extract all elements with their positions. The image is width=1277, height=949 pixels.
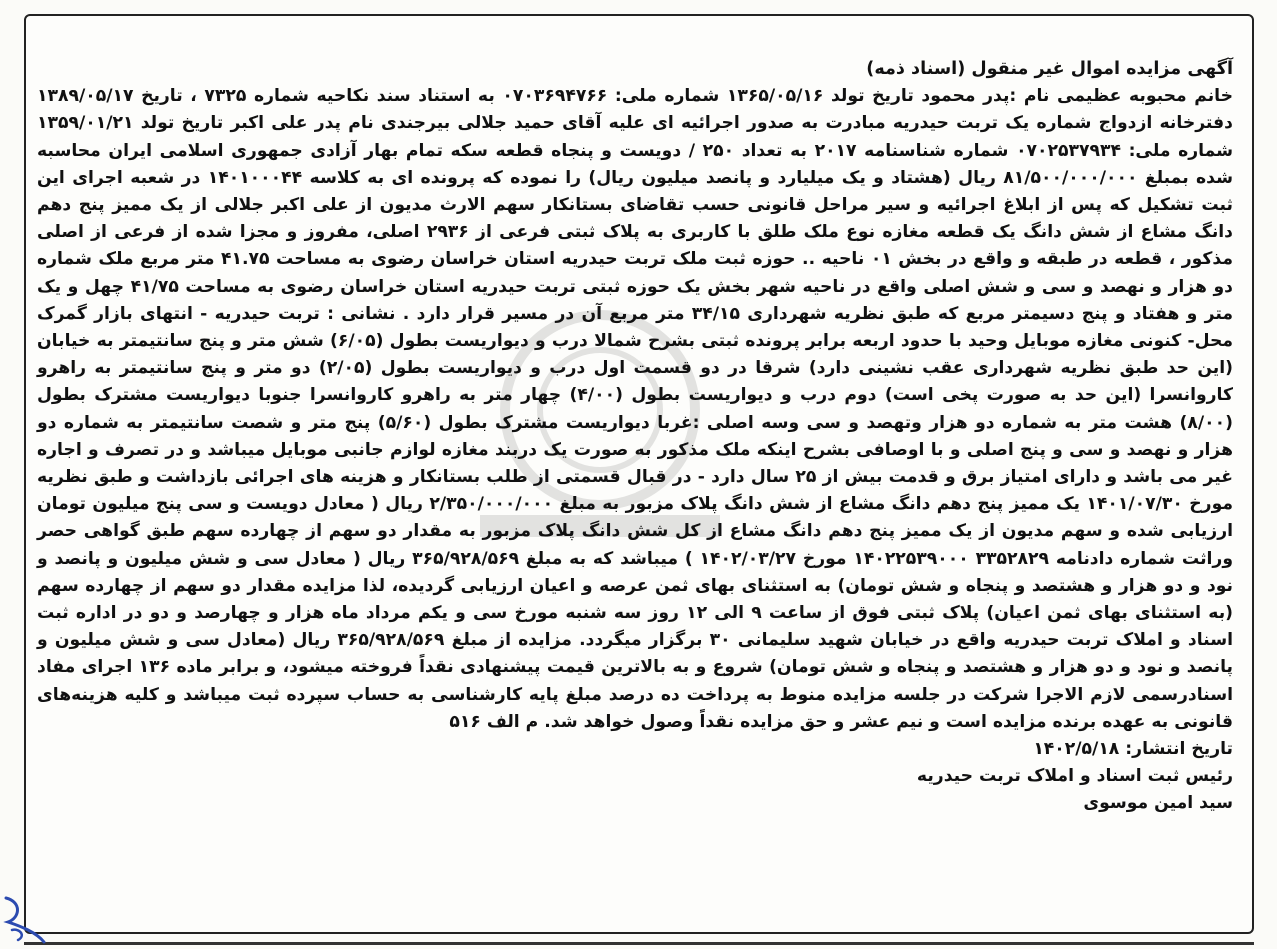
signatory-title: رئیس ثبت اسناد و املاک تربت حیدریه	[916, 766, 1233, 787]
bottom-rule	[24, 942, 1254, 945]
auction-notice	[37, 56, 1233, 818]
signatory-name: سید امین موسوی	[1083, 793, 1233, 814]
ink-mark-icon	[0, 892, 50, 944]
publish-date: تاریخ انتشار: ۱۴۰۲/۵/۱۸	[1033, 739, 1233, 760]
notice-body: خانم محبوبه عظیمی نام :پدر محمود تاریخ تولد ۱۳۶۵/۰۵/۱۶ شماره ملی: ۰۷۰۳۶۹۴۷۶۶ به استناد سند نکاحیه شماره ۷۳۲۵ ، تاریخ ۱۳۸۹/۰۵/۱۷ دفترخانه ازدواج شماره یک تربت حیدریه مبادرت به صدور اجرائیه ای علیه آقای حمید جلالی بیرجندی نام پدر علی اکبر تاریخ تولد ۱۳۵۹/۰۱/۲۱ شماره ملی: ۰۷۰۲۵۳۷۹۳۴ شماره شناسنامه ۲۰۱۷ به تعداد ۲۵۰ / دویست و پنجاه قطعه سکه تمام بهار آزادی جمهوری اسلامی ایران محاسبه شده بمبلغ ۸۱/۵۰۰/۰۰۰/۰۰۰ ریال (هشتاد و یک میلیارد و پانصد میلیون ریال) را نموده که پرونده ای به کلاسه ۱۴۰۱۰۰۰۴۴ در شعبه اجرای این ثبت تشکیل که پس از ابلاغ اجرائیه و سیر مراحل قانونی حسب تقاضای بستانکار سهم الارث مدیون از علی اکبر جلالی از یک ممیز پنج دهم دانگ مشاع از شش دانگ یک قطعه مغازه نوع ملک طلق با کاربری به پلاک ثبتی فرعی از ۲۹۳۶ اصلی، مفروز و مجزا شده از فرعی از اصلی مذکور ، قطعه در طبقه و واقع در بخش ۰۱ ناحیه .. حوزه ثبت ملک تربت حیدریه استان خراسان رضوی به مساحت ۴۱.۷۵ متر مربع ملک شماره دو هزار و نهصد و سی و شش اصلی واقع در ناحیه شهر بخش یک حوزه ثبتی تربت حیدریه استان خراسان رضوی به مساحت ۴۱/۷۵ چهل و یک متر و هفتاد و پنج دسیمتر مربع که طبق نظریه شهرداری ۳۴/۱۵ متر مربع آن در مسیر قرار دارد . نشانی : تربت حیدریه - انتهای بازار گمرک محل- کنونی مغازه موبایل وحید با حدود اربعه برابر پرونده ثبتی بشرح شمالا درب و دیواریست بطول (۶/۰۵) شش متر و پنج سانتیمتر به خیابان (این حد طبق نظریه شهرداری عقب نشینی دارد) شرقا در دو قسمت اول درب و دیواریست بطول (۲/۰۵) دو متر و پنج سانتیمتر به راهرو کاروانسرا (این حد به صورت پخی است) دوم درب و دیواریست بطول (۴/۰۰) چهار متر به راهرو کاروانسرا جنوبا دیواریست مشترک بطول (۸/۰۰) هشت متر به شماره دو هزار وتهصد و سی وسه اصلی :غربا دیواریست مشترک بطول (۵/۶۰) پنج متر و شصت سانتیمتر به شماره دو هزار و نهصد و سی و پنج اصلی و با اوصافی بشرح اینکه ملک مذکور به صورت یک دربند مغازه لوازم جانبی موبایل میباشد و در تصرف و اجاره غیر می باشد و دارای امتیاز برق و قدمت بیش از ۲۵ سال دارد - در قبال قسمتی از طلب بستانکار و هزینه های اجرائی بازداشت و طبق نظریه مورخ ۱۴۰۱/۰۷/۳۰ یک ممیز پنج دهم دانگ مشاع از شش دانگ پلاک مزبور به مبلغ ۲/۳۵۰/۰۰۰/۰۰۰ ریال ( معادل دویست و سی پنج میلیون تومان ارزیابی شده و سهم مدیون از یک ممیز پنج دهم دانگ مشاع از کل شش دانگ پلاک مزبور به مقدار دو سهم از چهارده سهم طبق گواهی حصر وراثت شماره دادنامه ۳۳۵۲۸۲۹ ۱۴۰۲۲۵۳۹۰۰۰ مورخ ۱۴۰۲/۰۳/۲۷ ) میباشد که به مبلغ ۳۶۵/۹۲۸/۵۶۹ ریال ( معادل سی و شش میلیون و پانصد و نود و دو هزار و هشتصد و پنجاه و شش تومان) به استثنای بهای ثمن عرصه و اعیان ارزیابی گردیده، لذا مزایده مقدار دو سهم از چهارده سهم (به استثنای بهای ثمن اعیان) پلاک ثبتی فوق از ساعت ۹ الی ۱۲ روز سه شنبه مورخ سی و یکم مرداد ماه هزار و چهارصد و دو در اداره ثبت اسناد و املاک تربت حیدریه واقع در خیابان شهید سلیمانی ۳۰ برگزار میگردد. مزایده از مبلغ ۳۶۵/۹۲۸/۵۶۹ ریال (معادل سی و شش میلیون و پانصد و نود و دو هزار و هشتصد و پنجاه و شش تومان) شروع و به بالاترین قیمت پیشنهادی نقداً فروخته میشود، و برابر ماده ۱۳۶ اجرای مفاد اسنادرسمی لازم الاجرا شرکت در جلسه مزایده منوط به پرداخت ده درصد مبلغ پایه کارشناسی به حساب سپرده ثبت میباشد و کلیه هزینه‌های قانونی به عهده برنده مزایده است و نیم عشر و حق مزایده نقداً وصول خواهد شد. م الف ۵۱۶	[37, 86, 1234, 732]
notice-title: آگهی مزایده اموال غیر منقول (اسناد ذمه)	[866, 59, 1233, 79]
